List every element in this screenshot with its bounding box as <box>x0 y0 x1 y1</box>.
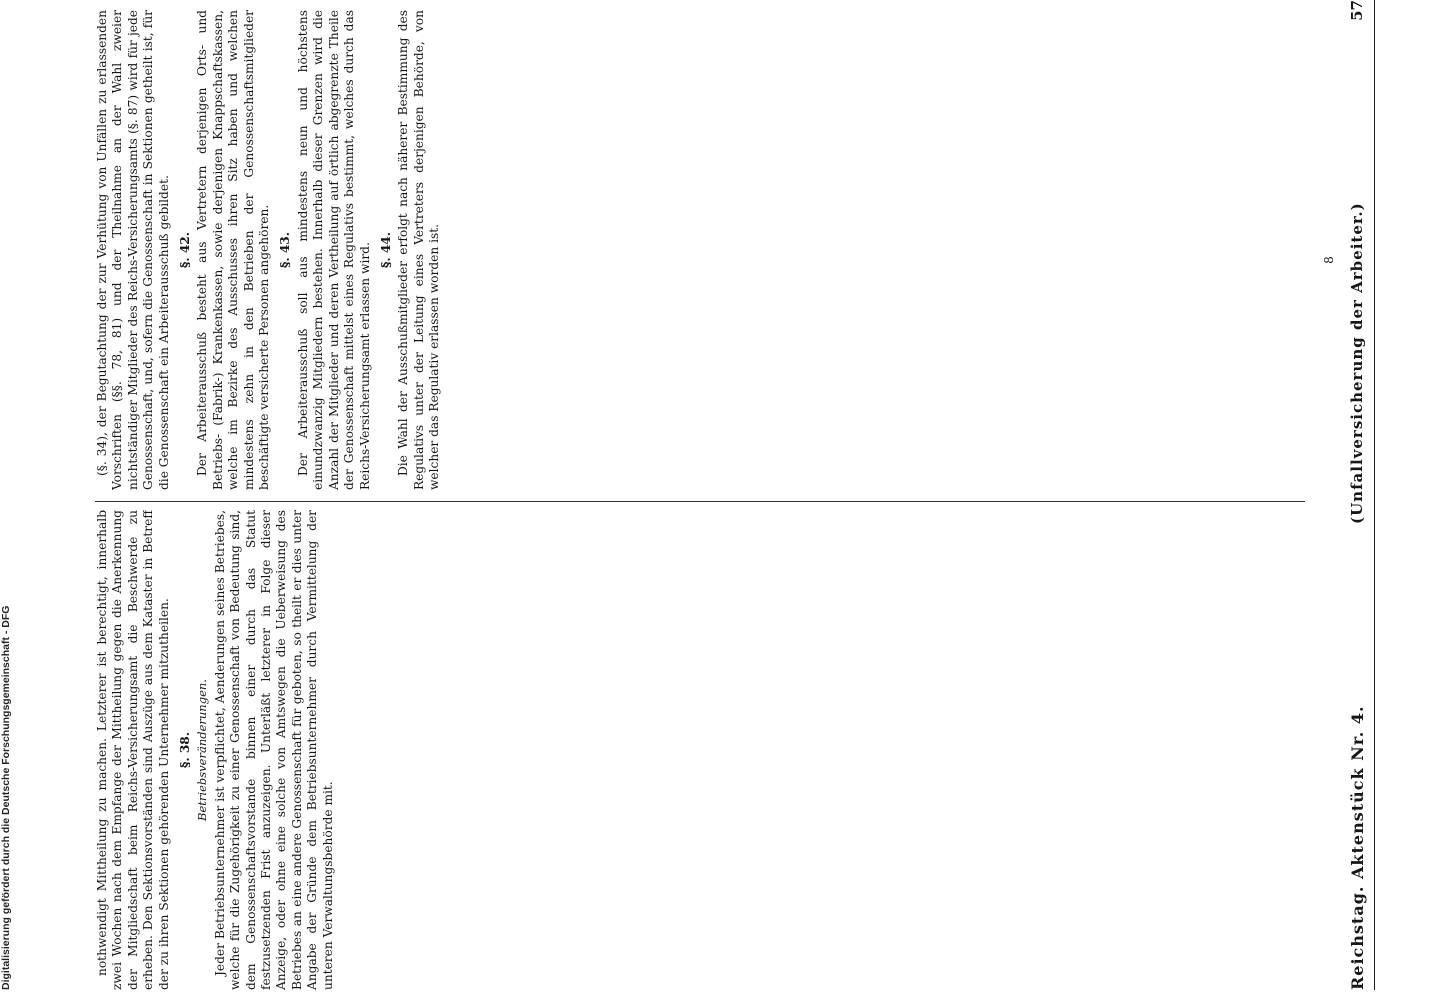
right-column <box>95 10 1305 490</box>
dfg-credit: Digitalisierung gefördert durch die Deutsche Forschungsgemeinschaft - DFG <box>0 605 12 990</box>
section-42-text: Der Arbeiterausschuß besteht aus Vertretern derjenigen Orts- und Betriebs- (Fabrik-) Krankenkassen, sowie derjenigen Knappschaftskassen, welche im Bezirke des Ausschusses ihren Sitz haben und welchen mindestens zehn in den Betrieben der Genossenschaftsmitglieder beschäftigte versicherte Personen angehören. <box>195 10 272 490</box>
right-intro: (§. 34), der Begutachtung der zur Verhütung von Unfällen zu erlassenden Vorschriften (§§. 78, 81) und der Theilnahme an der Wahl zweier nichtständiger Mitglieder des Reichs-Versicherungsamts (§. 87) wird für jede Genossenschaft, und, sofern die Genossenschaft in Sektionen getheilt ist, für die Genossenschaft ein Arbeiterausschuß gebildet. <box>95 10 171 490</box>
section-38-subtitle: Betriebsveränderungen. <box>195 679 210 821</box>
folio-number: 8 <box>1322 256 1336 264</box>
left-column <box>95 510 1305 990</box>
section-42-title: §. 42. <box>178 231 193 269</box>
header-right: (Unfallversicherung der Arbeiter.) <box>1348 202 1366 524</box>
page-number: 57 <box>1348 0 1366 21</box>
section-44-text: Die Wahl der Ausschußmitglieder erfolgt nach näherer Bestimmung des Regulativs unter der Leitung eines Vertreters derjenigen Behörde, von welcher das Regulativ erlassen worden ist. <box>396 10 442 490</box>
header-left: Reichstag. Aktenstück Nr. 4. <box>1347 705 1367 990</box>
section-38-title: §. 38. <box>178 731 193 769</box>
section-43-title: §. 43. <box>278 231 293 269</box>
page-header <box>1340 0 1375 990</box>
section-38-text: Jeder Betriebsunternehmer ist verpflichtet, Aenderungen seines Betriebes, welche für die Zugehörigkeit zu einer Genossenschaft von Bedeutung sind, dem Genossenschaftsvorstande binnen einer durch das Statut festzusetzenden Frist anzuzeigen. Unterläßt letzterer in Folge dieser Anzeige, oder ohne eine solche von Amtswegen die Ueberweisung des Betriebes an eine andere Genossenschaft für geboten, so theilt er dies unter Angabe der Gründe dem Betriebsunternehmer durch Vermittelung der unteren Verwaltungsbehörde mit. <box>212 510 335 990</box>
credit-strip <box>0 0 22 1000</box>
section-44-title: §. 44. <box>378 231 393 269</box>
section-43-text: Der Arbeiterausschuß soll aus mindestens neun und höchstens einundzwanzig Mitgliedern bestehen. Innerhalb dieser Grenzen wird die Anzahl der Mitglieder und deren Vertheilung auf örtlich abgegrenzte Theile der Genossenschaft mittelst eines Regulativs bestimmt, welches durch das Reichs-Versicherungsamt erlassen wird. <box>295 10 372 490</box>
left-intro: nothwendigt Mittheilung zu machen. Letzterer ist berechtigt, innerhalb zwei Wochen nach dem Empfange der Mittheilung gegen die Anerkennung der Mitgliedschaft beim Reichs-Versicherungsamt die Beschwerde zu erheben. Den Sektionsvorständen sind Auszüge aus dem Kataster in Betreff der zu ihren Sektionen gehörenden Unternehmer mitzutheilen. <box>95 510 171 990</box>
column-divider <box>95 501 1305 502</box>
